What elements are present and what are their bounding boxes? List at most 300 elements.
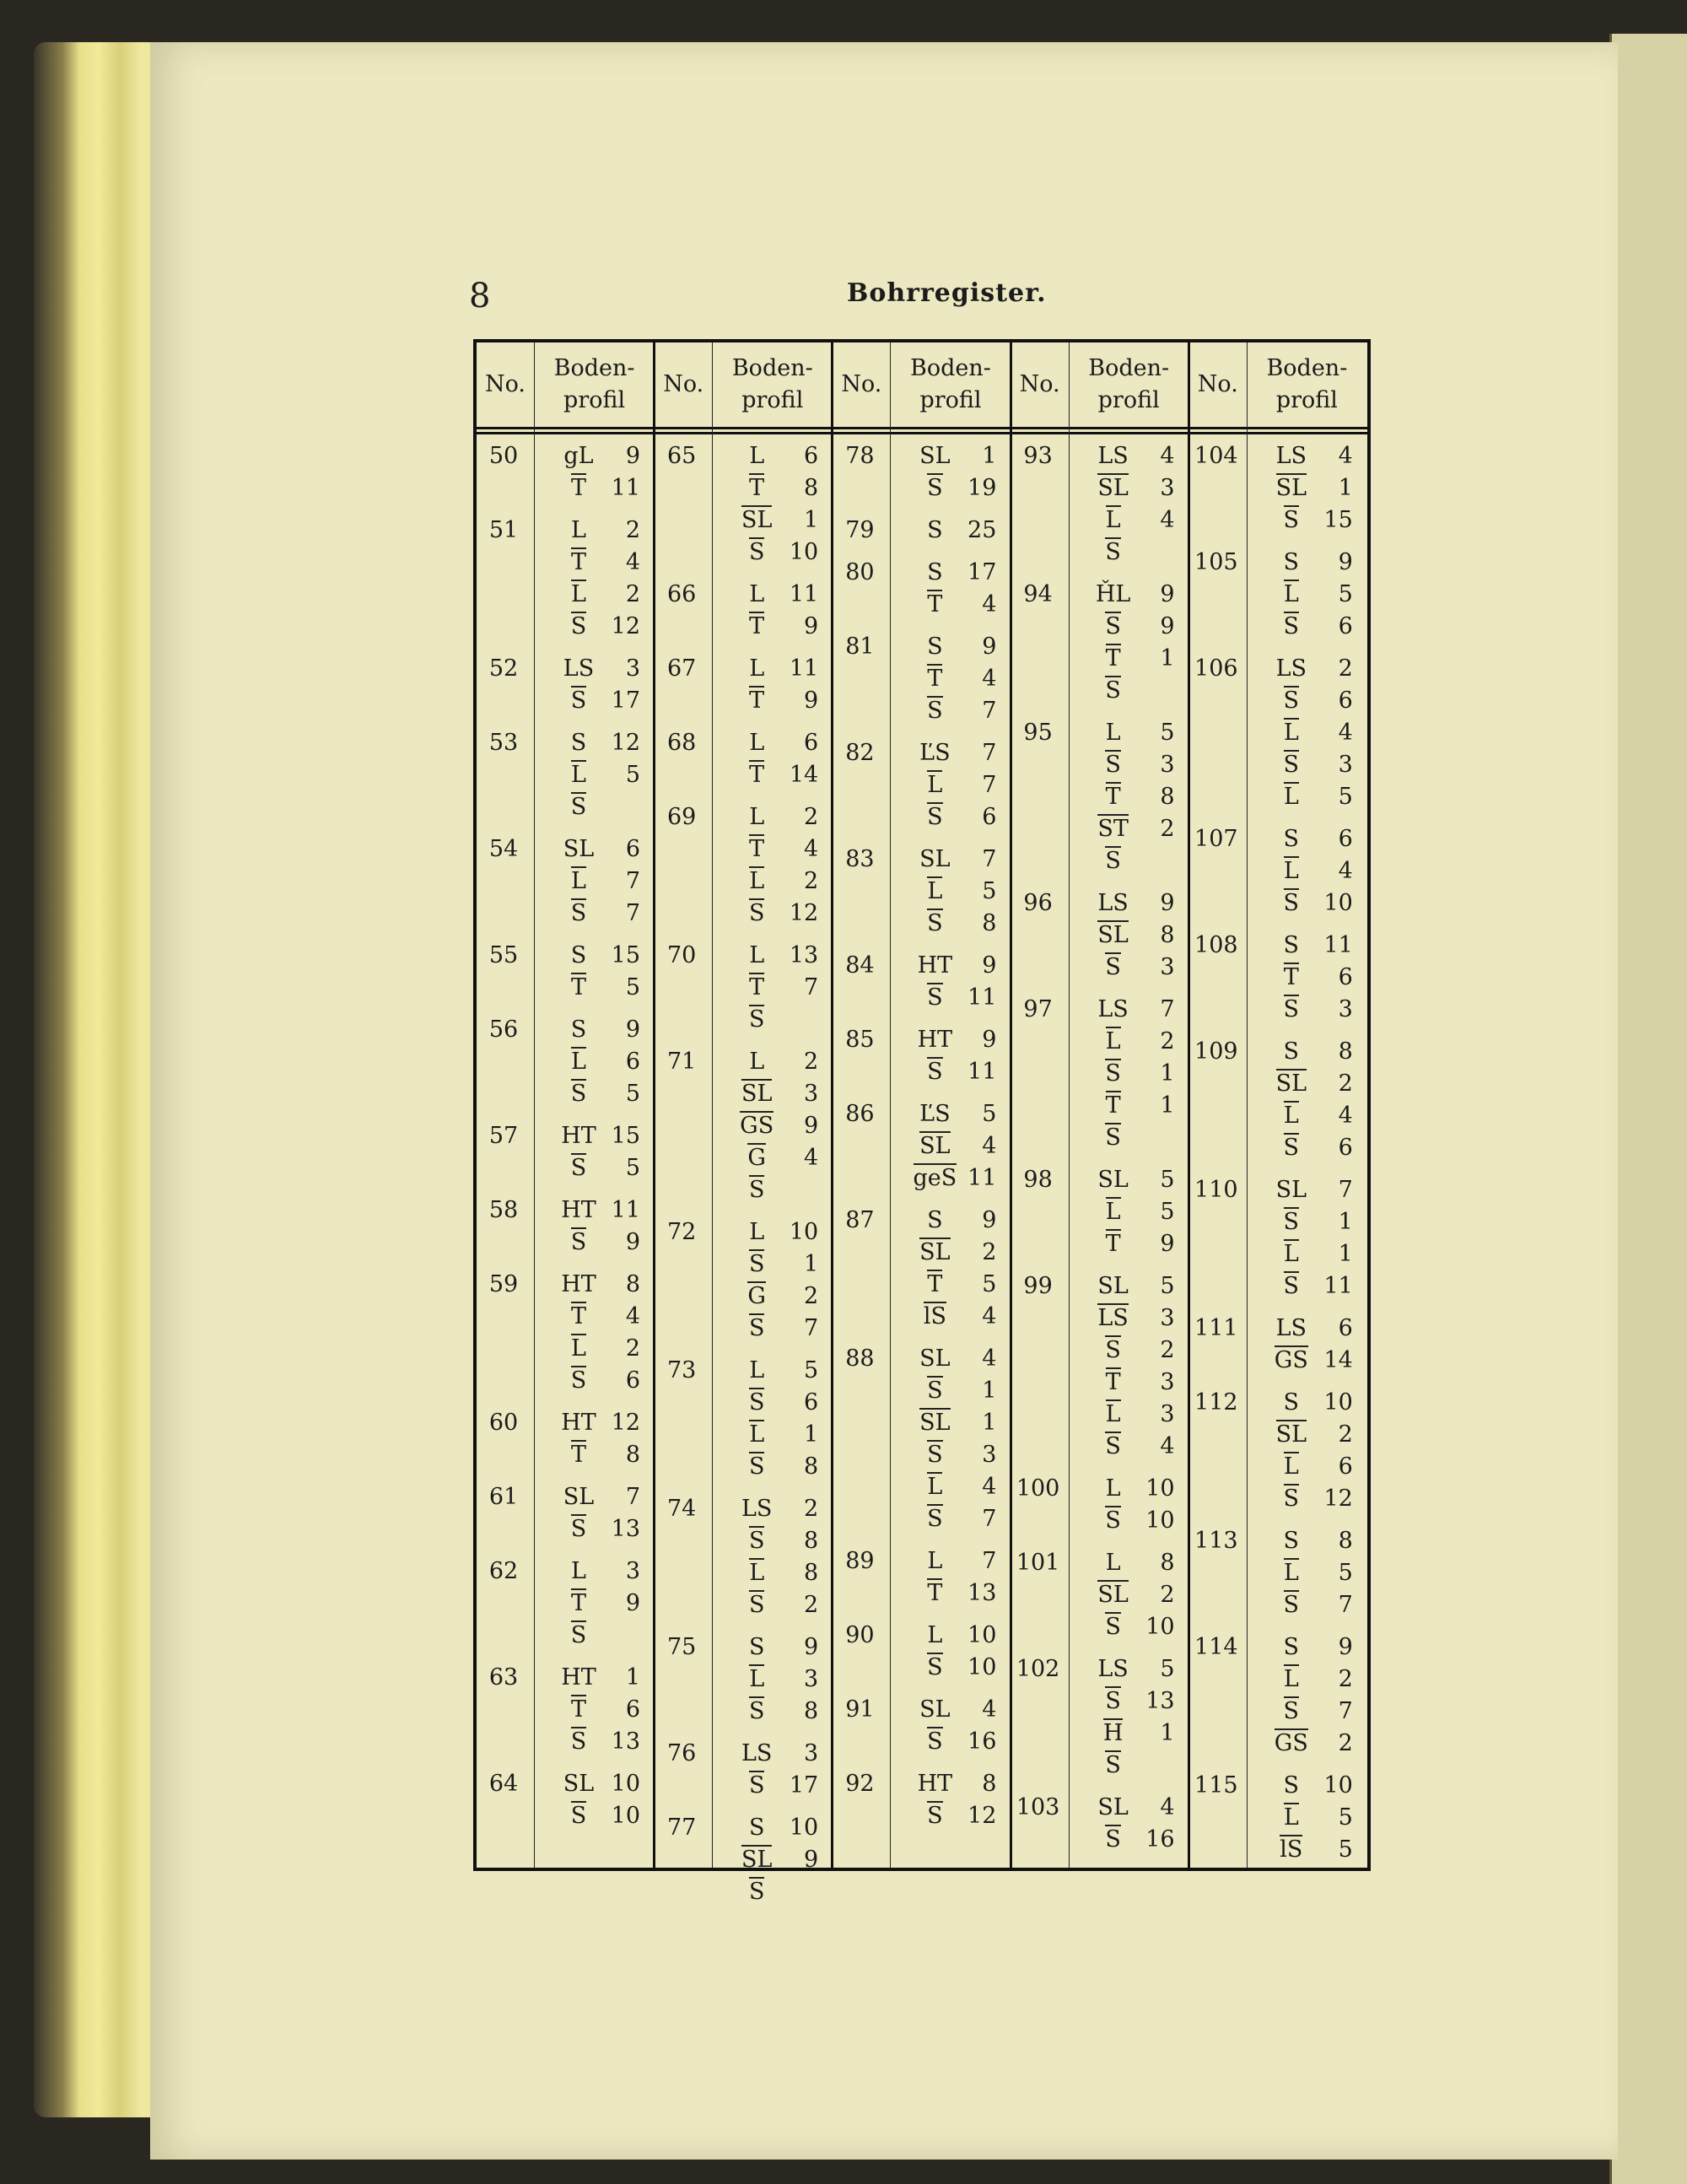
- profile-layer: [908, 666, 996, 692]
- layer-symbol: S: [1283, 826, 1300, 852]
- profile-layer: [1087, 1795, 1175, 1820]
- layer-symbol: GS: [740, 1113, 774, 1139]
- layer-thickness: 10: [1145, 1507, 1175, 1534]
- profile-layer: [1087, 1061, 1175, 1087]
- layer-symbol: HT: [561, 1664, 596, 1691]
- profile-layer: [1265, 476, 1353, 501]
- layer-thickness: 9: [804, 613, 819, 639]
- layer-thickness: 2: [1160, 1582, 1175, 1608]
- layer-symbol: lS: [923, 1303, 946, 1329]
- layer-thickness: 2: [982, 1239, 997, 1265]
- layer-symbol: L: [749, 730, 765, 756]
- profile-layer: [1265, 1039, 1353, 1065]
- layer-symbol: L: [927, 878, 943, 904]
- profile-layer: [908, 1410, 996, 1436]
- layer-thickness: 4: [1338, 443, 1353, 469]
- profile-layer: [1265, 688, 1353, 714]
- profile-layer: [1265, 1103, 1353, 1129]
- profile-layer: [730, 1635, 818, 1660]
- layer-symbol: L: [1105, 507, 1121, 533]
- layer-thickness: 5: [804, 1357, 819, 1383]
- layer-thickness: 5: [1160, 720, 1175, 746]
- layer-symbol: LS: [1097, 996, 1129, 1022]
- layer-symbol: L: [1283, 581, 1299, 607]
- layer-thickness: 10: [789, 1219, 819, 1245]
- layer-symbol: T: [927, 666, 943, 692]
- layer-thickness: 6: [1338, 688, 1353, 714]
- profile-layer: [730, 1220, 818, 1245]
- layer-symbol: T: [1105, 1231, 1121, 1257]
- layer-thickness: 9: [804, 1113, 819, 1139]
- entry-number: 82: [845, 740, 875, 766]
- layer-thickness: 14: [1323, 1347, 1353, 1373]
- layer-symbol: S: [927, 1728, 943, 1755]
- layer-symbol: geS: [913, 1165, 957, 1191]
- layer-thickness: 8: [804, 1560, 819, 1586]
- layer-thickness: 9: [982, 1207, 997, 1233]
- profile-layer: [908, 1771, 996, 1797]
- entry-number: 79: [845, 517, 875, 543]
- profile-layer: [1087, 1753, 1175, 1778]
- entry-number: 102: [1016, 1656, 1060, 1682]
- profile-layer: [908, 592, 996, 617]
- layer-thickness: 9: [1160, 613, 1175, 639]
- header-no: No.: [1019, 371, 1060, 397]
- profile-layer: [1087, 1232, 1175, 1257]
- layer-symbol: S: [570, 730, 587, 756]
- layer-thickness: 7: [982, 772, 997, 798]
- profile-layer: [1087, 752, 1175, 778]
- profile-layer: [552, 688, 640, 714]
- layer-thickness: 9: [625, 443, 640, 469]
- profile-layer: [730, 1496, 818, 1522]
- entry-number: 50: [488, 443, 519, 469]
- layer-symbol: LS: [1097, 1656, 1129, 1682]
- layer-thickness: 8: [1160, 784, 1175, 810]
- profile-layer: [908, 1208, 996, 1233]
- profile-layer: [552, 1336, 640, 1362]
- entry-number: 85: [845, 1027, 875, 1053]
- layer-thickness: 12: [1323, 1486, 1353, 1512]
- profile-layer: [552, 1623, 640, 1648]
- layer-thickness: 5: [625, 974, 640, 1000]
- layer-symbol: L: [571, 762, 586, 788]
- header-no: No.: [1197, 371, 1238, 397]
- layer-symbol: T: [927, 1271, 943, 1297]
- profile-layer: [1087, 476, 1175, 501]
- profile-layer: [1265, 582, 1353, 607]
- layer-thickness: 25: [967, 517, 997, 543]
- layer-symbol: L: [1283, 858, 1299, 884]
- profile-layer: [1265, 1529, 1353, 1554]
- layer-symbol: S: [1283, 1592, 1300, 1618]
- layer-symbol: SL: [1275, 1070, 1307, 1097]
- layer-thickness: 6: [804, 730, 819, 756]
- entry-number: 106: [1194, 655, 1238, 682]
- layer-symbol: L: [749, 804, 765, 830]
- layer-thickness: 6: [625, 1367, 640, 1394]
- layer-thickness: 13: [611, 1516, 640, 1542]
- layer-thickness: 4: [625, 1303, 640, 1329]
- profile-layer: [730, 1529, 818, 1554]
- layer-symbol: T: [749, 475, 765, 501]
- header-line-1: Boden-: [553, 355, 635, 381]
- header-rule: [477, 427, 1367, 429]
- profile-layer: [552, 1272, 640, 1297]
- profile-layer: [730, 582, 818, 607]
- entry-number: 52: [488, 655, 519, 682]
- layer-thickness: 5: [1338, 1560, 1353, 1586]
- entry-number: 110: [1194, 1177, 1238, 1203]
- header-line-2: profil: [1097, 387, 1160, 413]
- layer-thickness: 2: [1338, 1730, 1353, 1756]
- entry-number: 55: [488, 942, 519, 968]
- layer-symbol: T: [570, 1590, 586, 1616]
- layer-thickness: 15: [611, 942, 640, 968]
- profile-layer: [730, 1146, 818, 1171]
- entry-number: 78: [845, 443, 875, 469]
- layer-symbol: L: [749, 1049, 765, 1075]
- profile-layer: [908, 1623, 996, 1648]
- header-rule-double: [477, 432, 1367, 434]
- layer-symbol: L: [927, 1474, 943, 1500]
- profile-layer: [552, 476, 640, 501]
- profile-layer: [552, 614, 640, 639]
- layer-symbol: L: [1105, 1401, 1121, 1427]
- layer-symbol: LS: [563, 655, 595, 682]
- layer-thickness: 2: [804, 1496, 819, 1522]
- layer-symbol: T: [749, 688, 765, 714]
- layer-thickness: 8: [804, 1453, 819, 1480]
- layer-symbol: T: [570, 1442, 586, 1468]
- profile-layer: [552, 837, 640, 862]
- layer-thickness: 1: [1160, 645, 1175, 671]
- entry-number: 56: [488, 1017, 519, 1043]
- layer-symbol: SL: [563, 836, 595, 862]
- no-column-rule: [1247, 342, 1248, 1868]
- profile-layer: [1265, 1274, 1353, 1299]
- no-column-rule: [1069, 342, 1070, 1868]
- layer-symbol: S: [570, 942, 587, 968]
- layer-thickness: 10: [1323, 1389, 1353, 1416]
- entry-number: 75: [667, 1634, 697, 1660]
- layer-symbol: S: [1283, 996, 1300, 1022]
- layer-thickness: 5: [1338, 1804, 1353, 1831]
- layer-symbol: L: [749, 868, 765, 894]
- profile-layer: [1265, 965, 1353, 990]
- layer-thickness: 11: [967, 1059, 997, 1085]
- profile-layer: [730, 614, 818, 639]
- layer-symbol: S: [1283, 1528, 1300, 1554]
- layer-thickness: 5: [1160, 1167, 1175, 1193]
- layer-thickness: 3: [1160, 752, 1175, 778]
- layer-symbol: L: [571, 868, 586, 894]
- profile-layer: [1087, 997, 1175, 1022]
- layer-symbol: S: [1283, 549, 1300, 575]
- no-column-rule: [890, 342, 891, 1868]
- layer-thickness: 17: [967, 559, 997, 585]
- layer-symbol: S: [1105, 1614, 1121, 1640]
- layer-thickness: 7: [625, 900, 640, 926]
- layer-symbol: T: [1105, 1092, 1121, 1119]
- layer-symbol: HT: [561, 1410, 596, 1436]
- profile-layer: [730, 901, 818, 926]
- entry-number: 90: [845, 1622, 875, 1648]
- layer-symbol: S: [570, 1155, 587, 1181]
- layer-symbol: S: [1105, 1124, 1121, 1151]
- layer-thickness: 6: [625, 1049, 640, 1075]
- entry-number: 96: [1023, 890, 1053, 916]
- profile-layer: [1087, 508, 1175, 533]
- layer-symbol: S: [1283, 1486, 1300, 1512]
- layer-thickness: 10: [611, 1803, 640, 1829]
- entry-number: 98: [1023, 1167, 1053, 1193]
- entry-number: 95: [1023, 720, 1053, 746]
- entry-number: 70: [667, 942, 697, 968]
- layer-thickness: 8: [804, 1698, 819, 1724]
- profile-layer: [1087, 1200, 1175, 1225]
- entry-number: 92: [845, 1771, 875, 1797]
- profile-layer: [1265, 1667, 1353, 1692]
- profile-layer: [908, 1378, 996, 1404]
- layer-thickness: 11: [789, 581, 819, 607]
- layer-symbol: S: [748, 1251, 765, 1277]
- layer-thickness: 7: [982, 740, 997, 766]
- profile-layer: [908, 1697, 996, 1723]
- layer-thickness: 6: [982, 804, 997, 830]
- layer-symbol: LS: [741, 1496, 773, 1522]
- profile-layer: [730, 1773, 818, 1798]
- profile-layer: [1087, 1550, 1175, 1576]
- profile-layer: [730, 943, 818, 968]
- layer-symbol: S: [1105, 1826, 1121, 1852]
- layer-thickness: 12: [611, 730, 640, 756]
- profile-layer: [1265, 1071, 1353, 1097]
- layer-symbol: S: [1283, 1273, 1300, 1299]
- layer-thickness: 7: [804, 1315, 819, 1341]
- layer-symbol: S: [748, 1634, 765, 1660]
- profile-layer: [730, 763, 818, 788]
- entry-number: 91: [845, 1696, 875, 1723]
- entry-number: 97: [1023, 996, 1053, 1022]
- profile-layer: [730, 508, 818, 533]
- profile-layer: [908, 634, 996, 660]
- layer-thickness: 2: [804, 1283, 819, 1309]
- profile-layer: [552, 1410, 640, 1436]
- layer-symbol: S: [1105, 1337, 1121, 1363]
- profile-layer: [730, 1049, 818, 1075]
- profile-layer: [908, 847, 996, 872]
- layer-symbol: ST: [1097, 816, 1129, 842]
- profile-layer: [1265, 720, 1353, 746]
- layer-thickness: 16: [1145, 1826, 1175, 1852]
- profile-layer: [730, 1178, 818, 1203]
- profile-layer: [908, 1507, 996, 1532]
- layer-thickness: 3: [1160, 1401, 1175, 1427]
- layer-symbol: HT: [561, 1123, 596, 1149]
- layer-thickness: 9: [625, 1590, 640, 1616]
- layer-symbol: S: [1283, 890, 1300, 916]
- profile-layer: [1265, 859, 1353, 884]
- layer-thickness: 6: [1338, 1135, 1353, 1161]
- layer-thickness: 8: [1160, 1550, 1175, 1576]
- entry-number: 72: [667, 1219, 697, 1245]
- profile-layer: [1087, 849, 1175, 874]
- layer-symbol: S: [1105, 1433, 1121, 1459]
- entry-number: 73: [667, 1357, 697, 1383]
- entry-number: 63: [488, 1664, 519, 1691]
- profile-layer: [908, 1443, 996, 1468]
- layer-symbol: S: [748, 539, 765, 565]
- profile-layer: [1087, 785, 1175, 810]
- entry-number: 74: [667, 1496, 697, 1522]
- layer-symbol: S: [570, 1367, 587, 1394]
- profile-layer: [552, 943, 640, 968]
- layer-thickness: 9: [1160, 1231, 1175, 1257]
- layer-thickness: 3: [1160, 1369, 1175, 1395]
- layer-thickness: 5: [982, 878, 997, 904]
- layer-symbol: S: [1105, 539, 1121, 565]
- entry-number: 51: [488, 517, 519, 543]
- entry-number: 105: [1194, 549, 1238, 575]
- layer-symbol: LS: [1097, 890, 1129, 916]
- layer-symbol: T: [1105, 784, 1121, 810]
- layer-symbol: LS: [1275, 655, 1307, 682]
- profile-layer: [552, 1485, 640, 1510]
- layer-symbol: LS: [1275, 443, 1307, 469]
- layer-symbol: S: [1283, 1038, 1300, 1065]
- profile-layer: [1087, 1476, 1175, 1502]
- profile-layer: [1087, 1657, 1175, 1682]
- layer-symbol: SL: [919, 846, 951, 872]
- layer-symbol: ȞL: [1095, 581, 1131, 607]
- entry-number: 89: [845, 1548, 875, 1574]
- layer-thickness: 1: [1338, 475, 1353, 501]
- entry-number: 59: [488, 1271, 519, 1297]
- layer-thickness: 6: [1338, 826, 1353, 852]
- profile-layer: [1265, 508, 1353, 533]
- layer-thickness: 7: [982, 1506, 997, 1532]
- layer-thickness: 4: [804, 1145, 819, 1171]
- layer-symbol: S: [927, 1442, 943, 1468]
- layer-symbol: L: [927, 1622, 943, 1648]
- layer-symbol: T: [570, 1696, 586, 1723]
- profile-layer: [552, 1771, 640, 1797]
- header-line-2: profil: [1275, 387, 1338, 413]
- entry-number: 81: [845, 634, 875, 660]
- layer-thickness: 1: [1338, 1241, 1353, 1267]
- profile-layer: [908, 476, 996, 501]
- header-line-2: profil: [563, 387, 626, 413]
- profile-layer: [908, 698, 996, 724]
- profile-layer: [552, 1665, 640, 1691]
- layer-thickness: 5: [982, 1271, 997, 1297]
- layer-thickness: 9: [1160, 890, 1175, 916]
- layer-symbol: T: [1105, 1369, 1121, 1395]
- layer-thickness: 4: [804, 836, 819, 862]
- layer-thickness: 4: [982, 1345, 997, 1372]
- profile-layer: [1087, 1338, 1175, 1363]
- layer-symbol: LS: [1097, 443, 1129, 469]
- layer-symbol: S: [1105, 677, 1121, 704]
- layer-thickness: 9: [982, 952, 997, 979]
- profile-layer: [730, 444, 818, 469]
- entry-number: 77: [667, 1815, 697, 1841]
- layer-symbol: GS: [1274, 1730, 1308, 1756]
- layer-symbol: S: [570, 1516, 587, 1542]
- profile-layer: [730, 1593, 818, 1618]
- entry-number: 87: [845, 1207, 875, 1233]
- profile-layer: [730, 1081, 818, 1107]
- layer-thickness: 2: [625, 1335, 640, 1362]
- layer-symbol: T: [570, 475, 586, 501]
- layer-thickness: 6: [804, 1389, 819, 1416]
- no-column-rule: [534, 342, 535, 1868]
- layer-symbol: S: [1283, 1634, 1300, 1660]
- layer-thickness: 3: [804, 1666, 819, 1692]
- layer-thickness: 2: [1338, 1666, 1353, 1692]
- profile-layer: [552, 1368, 640, 1394]
- profile-layer: [1087, 1274, 1175, 1299]
- layer-symbol: S: [748, 1389, 765, 1416]
- layer-symbol: L: [1283, 1560, 1299, 1586]
- layer-symbol: S: [1283, 613, 1300, 639]
- profile-layer: [552, 1517, 640, 1542]
- profile-layer: [1265, 1486, 1353, 1512]
- layer-thickness: 2: [804, 1592, 819, 1618]
- layer-thickness: 17: [789, 1772, 819, 1798]
- layer-symbol: SL: [919, 1696, 951, 1723]
- profile-layer: [1087, 614, 1175, 639]
- entry-number: 86: [845, 1101, 875, 1127]
- layer-thickness: 4: [1338, 1103, 1353, 1129]
- layer-symbol: S: [927, 1803, 943, 1829]
- entry-number: 111: [1194, 1315, 1238, 1341]
- layer-symbol: S: [927, 984, 943, 1011]
- layer-thickness: 5: [1160, 1199, 1175, 1225]
- layer-symbol: SL: [1097, 1794, 1129, 1820]
- profile-layer: [1087, 1721, 1175, 1746]
- profile-layer: [552, 550, 640, 575]
- entry-number: 71: [667, 1049, 697, 1075]
- layer-symbol: lS: [1280, 1836, 1303, 1863]
- layer-symbol: S: [927, 1207, 943, 1233]
- layer-symbol: T: [570, 1303, 586, 1329]
- profile-layer: [730, 1422, 818, 1448]
- profile-layer: [908, 741, 996, 766]
- layer-symbol: HT: [561, 1271, 596, 1297]
- layer-symbol: L: [1105, 720, 1121, 746]
- layer-thickness: 7: [1338, 1177, 1353, 1203]
- layer-thickness: 1: [1160, 1720, 1175, 1746]
- entry-number: 107: [1194, 826, 1238, 852]
- layer-thickness: 5: [625, 1081, 640, 1107]
- entry-number: 57: [488, 1123, 519, 1149]
- header-no: No.: [841, 371, 882, 397]
- entry-number: 104: [1194, 443, 1238, 469]
- entry-number: 83: [845, 846, 875, 872]
- entry-number: 60: [488, 1410, 519, 1436]
- profile-layer: [1265, 550, 1353, 575]
- next-page-edge: [1609, 34, 1687, 2184]
- profile-layer: [1265, 1178, 1353, 1203]
- layer-symbol: S: [927, 1059, 943, 1085]
- profile-layer: [730, 656, 818, 682]
- layer-thickness: 8: [804, 1528, 819, 1554]
- layer-symbol: L: [571, 1558, 586, 1584]
- layer-thickness: 11: [967, 1165, 997, 1191]
- layer-thickness: 4: [982, 591, 997, 617]
